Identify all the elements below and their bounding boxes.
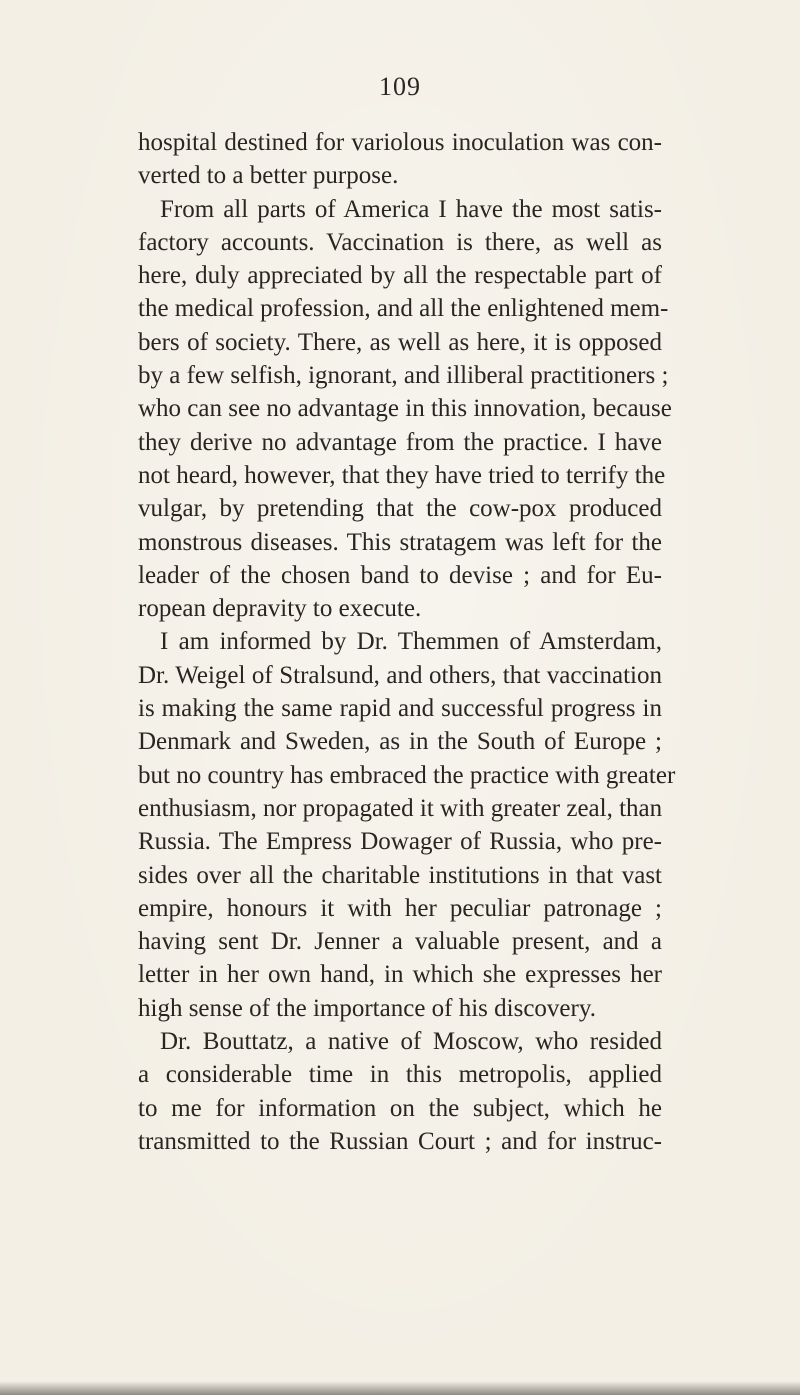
text-line: monstrous diseases. This stratagem was left for the bbox=[138, 528, 662, 556]
text-line: is making the same rapid and successful progress in bbox=[138, 695, 662, 723]
text-line: a considerable time in this metropolis, applied bbox=[138, 1061, 662, 1089]
text-line: ropean depravity to execute. bbox=[138, 595, 422, 623]
text-line: transmitted to the Russian Court ; and for instruc- bbox=[138, 1127, 662, 1155]
page-bottom-edge bbox=[0, 1381, 800, 1395]
text-line: From all parts of America I have the most satis- bbox=[160, 195, 662, 223]
text-line: Dr. Weigel of Stralsund, and others, that vaccination bbox=[138, 661, 662, 689]
text-line: to me for information on the subject, which he bbox=[138, 1094, 662, 1122]
text-line: bers of society. There, as well as here, it is opposed bbox=[138, 328, 662, 356]
text-line: hospital destined for variolous inoculation was con- bbox=[138, 129, 662, 156]
text-line: here, duly appreciated by all the respectable part of bbox=[138, 262, 662, 290]
text-line: factory accounts. Vaccination is there, as well as bbox=[138, 228, 662, 256]
text-line: sides over all the charitable institutions in that vast bbox=[138, 861, 662, 889]
text-line: verted to a better purpose. bbox=[138, 162, 399, 190]
text-line: Dr. Bouttatz, a native of Moscow, who resided bbox=[160, 1028, 662, 1056]
text-line: leader of the chosen band to devise ; and for Eu- bbox=[138, 561, 662, 589]
text-line: high sense of the importance of his discovery. bbox=[138, 994, 596, 1022]
text-line: having sent Dr. Jenner a valuable present, and a bbox=[138, 928, 662, 956]
body-text bbox=[138, 126, 676, 1158]
text-line: vulgar, by pretending that the cow-pox produced bbox=[138, 495, 662, 523]
text-line: empire, honours it with her peculiar patronage ; bbox=[138, 894, 662, 922]
text-line: they derive no advantage from the practice. I have bbox=[138, 428, 662, 456]
text-line: by a few selfish, ignorant, and illiberal practitioners ; bbox=[138, 362, 669, 390]
text-line: not heard, however, that they have tried to terrify the bbox=[138, 461, 666, 489]
text-line: Denmark and Sweden, as in the South of Europe ; bbox=[138, 728, 662, 756]
text-line: but no country has embraced the practice with greater bbox=[138, 761, 676, 789]
text-line: enthusiasm, nor propagated it with greater zeal, than bbox=[138, 794, 663, 822]
text-line: Russia. The Empress Dowager of Russia, who pre- bbox=[138, 828, 662, 856]
text-line: letter in her own hand, in which she expresses her bbox=[138, 961, 662, 989]
page-number: 109 bbox=[379, 72, 421, 101]
text-line: who can see no advantage in this innovation, because bbox=[138, 395, 672, 423]
text-line: the medical profession, and all the enlightened mem- bbox=[138, 295, 669, 323]
text-line: I am informed by Dr. Themmen of Amsterdam, bbox=[160, 628, 662, 656]
